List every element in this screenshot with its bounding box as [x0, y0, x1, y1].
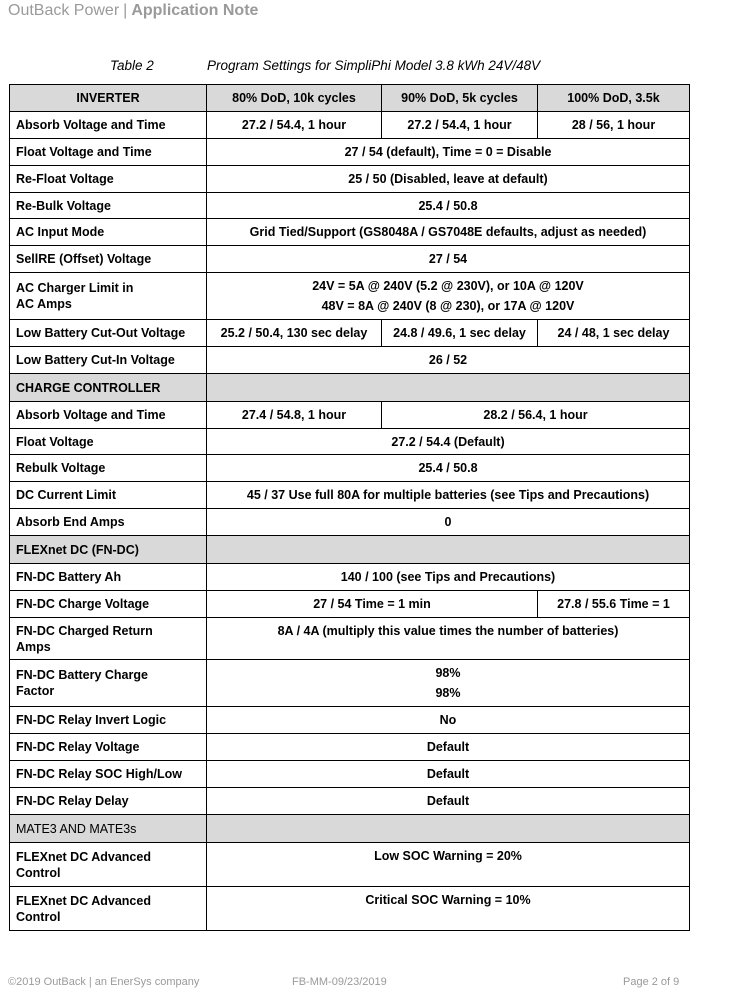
cell-value-line: 24V = 5A @ 240V (5.2 @ 230V), or 10A @ 120V [312, 279, 584, 293]
row-label: FN-DC Relay Voltage [10, 734, 207, 761]
row-label-line: FN-DC Charged Return [16, 623, 153, 638]
cell-value: 27.2 / 54.4, 1 hour [382, 112, 538, 139]
row-label: Absorb Voltage and Time [10, 402, 207, 429]
cell-value: 27 / 54 Time = 1 min [207, 591, 538, 618]
row-label-line: AC Amps [16, 297, 72, 311]
row-label [10, 660, 207, 707]
row-label [10, 618, 207, 660]
table-row [10, 219, 690, 246]
table-row [10, 843, 690, 887]
cell-value: 0 [207, 509, 690, 536]
row-label: FN-DC Relay Invert Logic [10, 707, 207, 734]
table-row [10, 734, 690, 761]
table-row [10, 509, 690, 536]
row-label: Absorb Voltage and Time [10, 112, 207, 139]
row-label: SellRE (Offset) Voltage [10, 246, 207, 273]
cell-value-line: 98% [435, 686, 461, 700]
table-row [10, 660, 690, 707]
table-row [10, 591, 690, 618]
row-label-line: AC Charger Limit in [16, 281, 134, 295]
section-heading-row [10, 815, 690, 843]
row-label: Rebulk Voltage [10, 455, 207, 482]
section-heading-row [10, 374, 690, 402]
table-row [10, 887, 690, 931]
row-label [10, 887, 207, 931]
row-label: FN-DC Charge Voltage [10, 591, 207, 618]
cell-value: 8A / 4A (multiply this value times the number of batteries) [207, 618, 690, 660]
row-label-line: Factor [16, 684, 55, 698]
table-header-row [10, 85, 690, 112]
table-row [10, 320, 690, 347]
cell-value: 24 / 48, 1 sec delay [538, 320, 690, 347]
section-heading-fill [207, 536, 690, 564]
cell-value: No [207, 707, 690, 734]
row-label: FN-DC Relay Delay [10, 788, 207, 815]
table-row [10, 707, 690, 734]
document-type: Application Note [131, 2, 259, 19]
table-row [10, 482, 690, 509]
table-row [10, 347, 690, 374]
cell-value: 28.2 / 56.4, 1 hour [382, 402, 690, 429]
header-separator: | [123, 2, 128, 19]
row-label: Absorb End Amps [10, 509, 207, 536]
table-row [10, 246, 690, 273]
table-row [10, 455, 690, 482]
table-row [10, 429, 690, 455]
section-heading-fill [207, 815, 690, 843]
row-label-line: FLEXnet DC Advanced [16, 893, 151, 908]
cell-value: 25.4 / 50.8 [207, 193, 690, 219]
row-label-line: FLEXnet DC Advanced [16, 849, 151, 864]
cell-value: 27.8 / 55.6 Time = 1 [538, 591, 690, 618]
cell-value: 140 / 100 (see Tips and Precautions) [207, 564, 690, 591]
row-label: FN-DC Battery Ah [10, 564, 207, 591]
section-heading: MATE3 AND MATE3s [10, 815, 207, 843]
cell-value: 28 / 56, 1 hour [538, 112, 690, 139]
cell-value: 45 / 37 Use full 80A for multiple batteries (see Tips and Precautions) [207, 482, 690, 509]
cell-value-line: 48V = 8A @ 240V (8 @ 230), or 17A @ 120V [321, 299, 575, 313]
cell-value: 25.2 / 50.4, 130 sec delay [207, 320, 382, 347]
brand-name: OutBack Power [8, 2, 120, 19]
row-label [10, 273, 207, 320]
row-label: Re-Float Voltage [10, 166, 207, 193]
table-row [10, 618, 690, 660]
row-label-line: Control [16, 865, 61, 880]
column-header: INVERTER [10, 85, 207, 112]
cell-value-line: 98% [435, 666, 461, 680]
cell-value: 26 / 52 [207, 347, 690, 374]
table-row [10, 564, 690, 591]
table-row [10, 402, 690, 429]
table-row [10, 761, 690, 788]
section-heading: CHARGE CONTROLLER [10, 374, 207, 402]
table-title: Program Settings for SimpliPhi Model 3.8 kWh 24V/48V [207, 58, 541, 73]
cell-value: Critical SOC Warning = 10% [207, 887, 690, 931]
row-label-line: Amps [16, 639, 51, 654]
table-row [10, 193, 690, 219]
cell-value: 27 / 54 [207, 246, 690, 273]
row-label: Low Battery Cut-In Voltage [10, 347, 207, 374]
column-header: 100% DoD, 3.5k [538, 85, 690, 112]
row-label: DC Current Limit [10, 482, 207, 509]
cell-value: 27 / 54 (default), Time = 0 = Disable [207, 139, 690, 166]
section-heading-row [10, 536, 690, 564]
cell-value: 27.2 / 54.4, 1 hour [207, 112, 382, 139]
cell-value [207, 273, 690, 320]
row-label: Re-Bulk Voltage [10, 193, 207, 219]
row-label: Low Battery Cut-Out Voltage [10, 320, 207, 347]
table-row [10, 112, 690, 139]
footer-doc-code: FB-MM-09/23/2019 [292, 976, 387, 988]
table-row [10, 166, 690, 193]
section-heading: FLEXnet DC (FN-DC) [10, 536, 207, 564]
cell-value: 25.4 / 50.8 [207, 455, 690, 482]
row-label: Float Voltage [10, 429, 207, 455]
row-label: AC Input Mode [10, 219, 207, 246]
section-heading-fill [207, 374, 690, 402]
footer-copyright: ©2019 OutBack | an EnerSys company [8, 976, 200, 988]
cell-value: 25 / 50 (Disabled, leave at default) [207, 166, 690, 193]
column-header: 80% DoD, 10k cycles [207, 85, 382, 112]
table-number: Table 2 [110, 58, 154, 73]
row-label: Float Voltage and Time [10, 139, 207, 166]
cell-value: Default [207, 734, 690, 761]
settings-table [9, 84, 690, 931]
table-row [10, 788, 690, 815]
cell-value: 24.8 / 49.6, 1 sec delay [382, 320, 538, 347]
cell-value: Default [207, 788, 690, 815]
cell-value: Low SOC Warning = 20% [207, 843, 690, 887]
table-row [10, 139, 690, 166]
cell-value: Default [207, 761, 690, 788]
row-label-line: FN-DC Battery Charge [16, 668, 148, 682]
column-header: 90% DoD, 5k cycles [382, 85, 538, 112]
footer-page-number: Page 2 of 9 [623, 976, 680, 988]
row-label: FN-DC Relay SOC High/Low [10, 761, 207, 788]
cell-value: Grid Tied/Support (GS8048A / GS7048E defaults, adjust as needed) [207, 219, 690, 246]
table-row [10, 273, 690, 320]
cell-value: 27.4 / 54.8, 1 hour [207, 402, 382, 429]
row-label [10, 843, 207, 887]
cell-value: 27.2 / 54.4 (Default) [207, 429, 690, 455]
cell-value [207, 660, 690, 707]
row-label-line: Control [16, 909, 61, 924]
page-header [8, 2, 258, 20]
